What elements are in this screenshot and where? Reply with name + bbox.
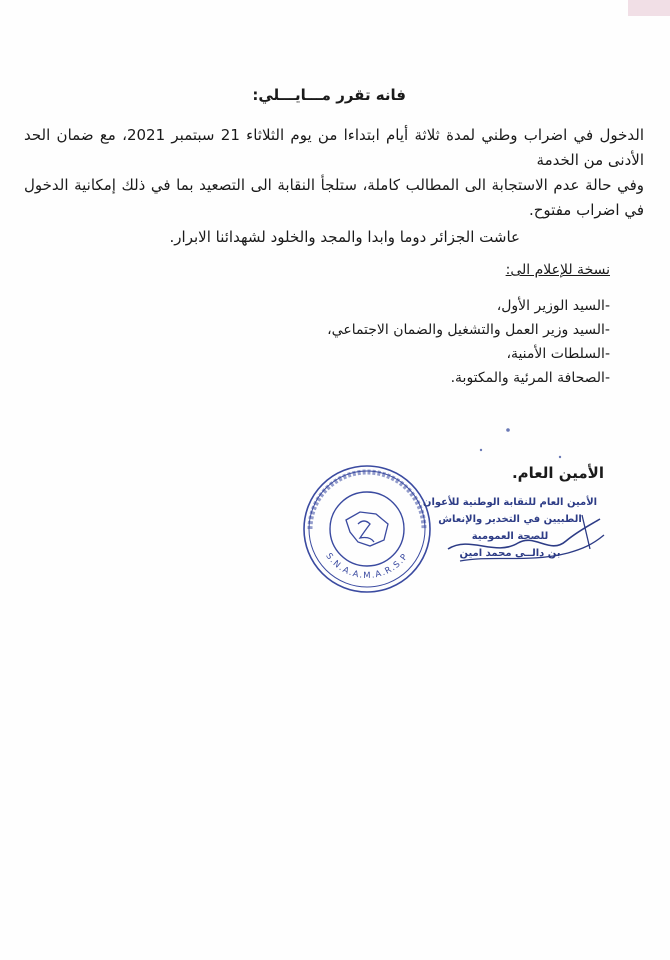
closing-slogan: عاشت الجزائر دوما وابدا والمجد والخلود لشهدائنا الابرار.: [169, 228, 520, 246]
escalation-paragraph: وفي حالة عدم الاستجابة الى المطالب كاملة، ستلجأ النقابة الى التصعيد بما في ذلك إمكانية الدخول في اضراب مفتوح.: [24, 176, 644, 219]
list-item: -السيد الوزير الأول،: [496, 298, 610, 314]
union-stamp: [300, 462, 434, 596]
list-item: -الصحافة المرئية والمكتوبة.: [450, 370, 610, 386]
copy-to-title: نسخة للإعلام الى:: [505, 262, 610, 278]
handwritten-signature: [440, 505, 610, 575]
corner-mark: [628, 0, 670, 16]
stamp-text: S.N.A.A.M.A.R.S.P: [323, 551, 411, 582]
sign-line: للصحة العمومية: [471, 531, 549, 542]
copy-to-list: [327, 294, 610, 390]
list-item: -السيد وزير العمل والتشغيل والضمان الاجتماعي،: [327, 322, 610, 338]
sign-line: بن دالــي محمد امين: [459, 548, 561, 559]
secretary-general-title: الأمين العام.: [511, 464, 604, 482]
strike-paragraph: الدخول في اضراب وطني لمدة ثلاثة أيام ابتداءا من يوم الثلاثاء 21 سبتمبر 2021، مع ضمان الحد الأدنى من الخدمة: [24, 126, 645, 169]
list-item: -السلطات الأمنية،: [506, 346, 610, 362]
decision-heading: فانه تقرر مـــايـــلي:: [252, 86, 406, 104]
sign-line: الطبيين في التخدير والإنعاش: [438, 514, 582, 525]
sign-line: الأمين العام للنقابة الوطنية للأعوان: [422, 497, 598, 508]
